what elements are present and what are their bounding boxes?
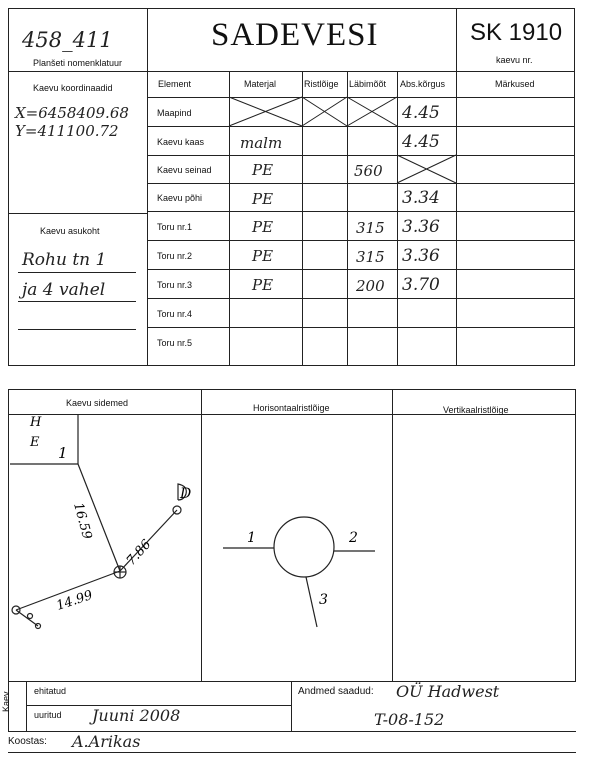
row-abs: 3.34 xyxy=(402,188,440,208)
row-element: Toru nr.3 xyxy=(157,280,193,290)
col-header-abs: Abs.kõrgus xyxy=(400,79,446,89)
pipe-1: 1 xyxy=(247,530,256,546)
row-diameter: 315 xyxy=(356,219,385,237)
row-material: malm xyxy=(240,134,283,152)
row-material: PE xyxy=(252,218,274,236)
col-header-element: Element xyxy=(158,79,192,89)
location-label: Kaevu asukoht xyxy=(40,226,100,236)
row-abs: 3.36 xyxy=(402,246,440,266)
compiled-value: A.Arikas xyxy=(72,732,141,751)
data-code: T-08-152 xyxy=(374,710,445,729)
pipe-3: 3 xyxy=(319,592,328,608)
row-abs: 4.45 xyxy=(402,103,440,123)
distance-3: 14.99 xyxy=(54,588,95,614)
row-material: PE xyxy=(252,276,274,294)
crossed-cells xyxy=(0,0,611,370)
col-header-notes: Märkused xyxy=(495,79,535,89)
compiled-label: Koostas: xyxy=(8,736,47,747)
pipe-2: 2 xyxy=(349,530,358,546)
sheet-caption: Planšeti nomenklatuur xyxy=(33,58,123,68)
row-abs: 3.36 xyxy=(402,217,440,237)
row-element: Toru nr.4 xyxy=(157,309,193,319)
well-caption: kaevu nr. xyxy=(496,55,533,65)
coordinate-y: Y=411100.72 xyxy=(15,122,119,140)
surveyed-value: Juuni 2008 xyxy=(92,706,181,725)
row-element: Toru nr.2 xyxy=(157,251,193,261)
row-element: Kaevu seinad xyxy=(157,165,212,175)
label-d: D xyxy=(180,486,192,502)
sheet-number: 458_411 xyxy=(22,28,113,52)
row-element: Kaevu kaas xyxy=(157,137,205,147)
data-label: Andmed saadud: xyxy=(298,686,374,697)
north-e: E xyxy=(30,435,40,450)
horizontal-title: Horisontaalristlõige xyxy=(253,403,330,413)
row-diameter: 200 xyxy=(356,277,385,295)
vertical-title: Vertikaalristlõige xyxy=(443,405,509,415)
horizontal-section-sketch xyxy=(201,414,392,682)
col-header-diameter: Läbimõõt xyxy=(349,79,387,89)
col-header-material: Materjal xyxy=(244,79,277,89)
distance-2: 7.86 xyxy=(123,537,155,569)
built-label: ehitatud xyxy=(34,686,67,696)
row-element: Toru nr.5 xyxy=(157,338,193,348)
location-line1: Rohu tn 1 xyxy=(22,250,107,270)
row-abs: 3.70 xyxy=(402,275,440,295)
location-line2: ja 4 vahel xyxy=(22,280,106,300)
row-material: PE xyxy=(252,190,274,208)
coordinates-label: Kaevu koordinaadid xyxy=(33,83,113,93)
coordinate-x: X=6458409.68 xyxy=(15,104,129,122)
data-source: OÜ Hadwest xyxy=(396,682,500,701)
row-element: Toru nr.1 xyxy=(157,222,193,232)
row-abs: 4.45 xyxy=(402,132,440,152)
row-element: Maapind xyxy=(157,108,192,118)
connections-sketch xyxy=(8,414,201,682)
row-element: Kaevu põhi xyxy=(157,193,203,203)
connections-title: Kaevu sidemed xyxy=(66,398,129,408)
row-diameter: 315 xyxy=(356,248,385,266)
north-h: H xyxy=(30,415,42,430)
row-diameter: 560 xyxy=(354,162,383,180)
surveyed-label: uuritud xyxy=(34,710,62,720)
distance-1: 16.59 xyxy=(70,501,95,541)
well-id: SK 1910 xyxy=(470,19,563,46)
col-header-cross: Ristlõige xyxy=(304,79,339,89)
side-label: Kaev xyxy=(1,691,11,712)
north-one: 1 xyxy=(58,444,68,462)
page-title: SADEVESI xyxy=(211,17,379,53)
row-material: PE xyxy=(252,247,274,265)
row-material: PE xyxy=(252,161,274,179)
